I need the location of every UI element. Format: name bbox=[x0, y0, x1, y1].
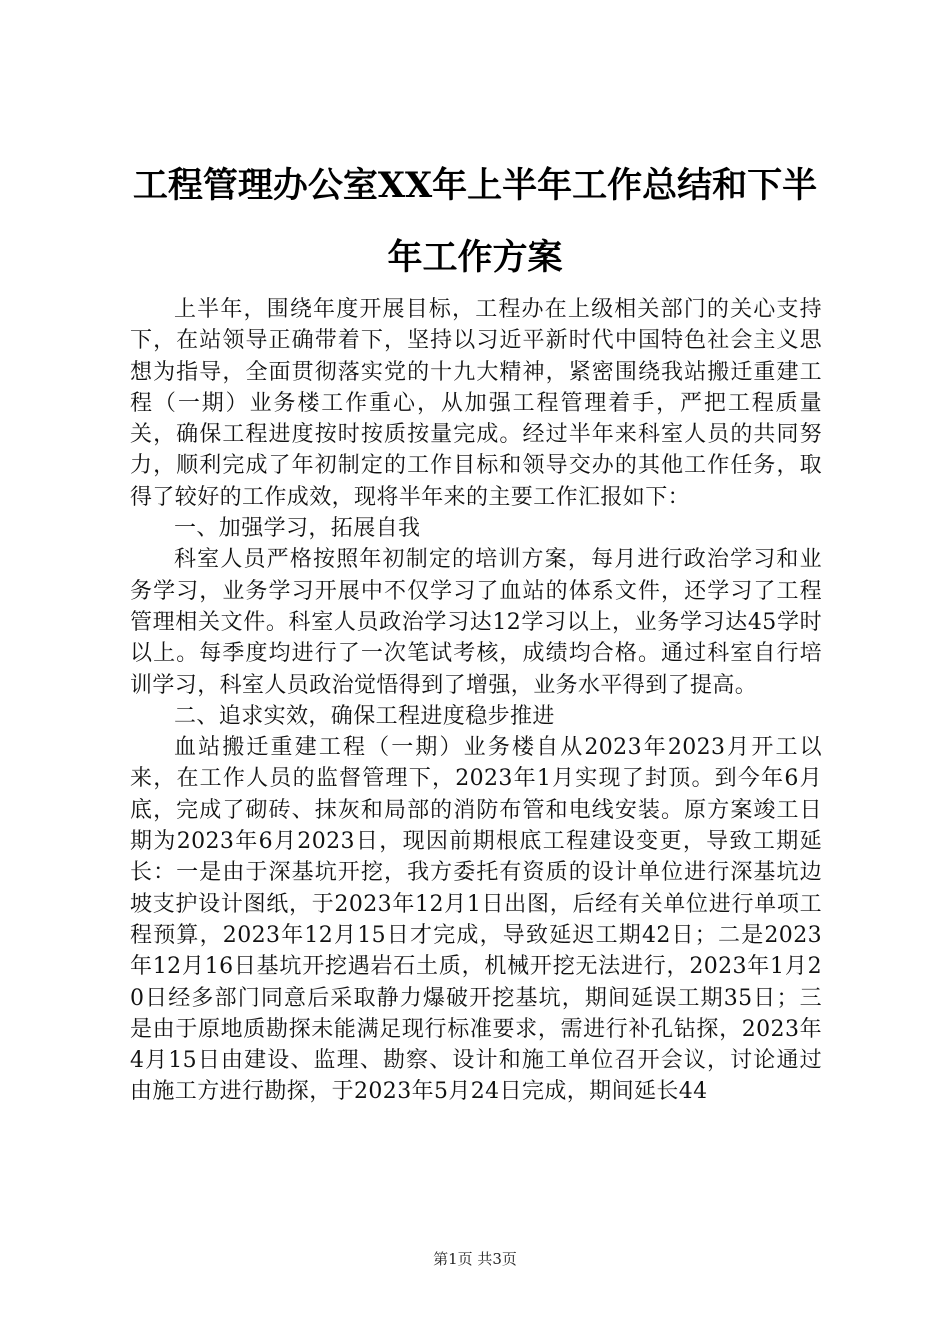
section-heading-1: 一、加强学习，拓展自我 bbox=[174, 516, 421, 542]
section-2-paragraph: 血站搬迁重建工程（一期）业务楼自从2023年2023月开工以来，在工作人员的监督管理下，2023年1月实现了封顶。到今年6月底，完成了砌砖、抹灰和局部的消防布管和电线安装。原方案竣工日期为2023年6月2023日，现因前期根底工程建设变更，导致工期延长：一是由于深基坑开挖，我方委托有资质的设计单位进行深基坑边坡支护设计图纸，于2023年12月1日出图，后经有关单位进行单项工程预算，2023年12月15日才完成，导致延迟工期42日；二是2023年12月16日基坑开挖遇岩石土质，机械开挖无法进行，2023年1月20日经多部门同意后采取静力爆破开挖基坑，期间延误工期35日；三是由于原地质勘探未能满足现行标准要求，需进行补孔钻探，2023年4月15日由建设、监理、勘察、设计和施工单位召开会议，讨论通过由施工方进行勘探，于2023年5月24日完成，期间延长44 bbox=[130, 735, 822, 1105]
section-heading-2: 二、追求实效，确保工程进度稳步推进 bbox=[174, 703, 555, 729]
section-1-paragraph: 科室人员严格按照年初制定的培训方案，每月进行政治学习和业务学习，业务学习开展中不仅学习了血站的体系文件，还学习了工程管理相关文件。科室人员政治学习达12学习以上，业务学习达45学时以上。每季度均进行了一次笔试考核，成绩均合格。通过科室自行培训学习，科室人员政治觉悟得到了增强，业务水平得到了提高。 bbox=[130, 547, 822, 698]
document-body bbox=[130, 294, 822, 1108]
intro-paragraph: 上半年，围绕年度开展目标，工程办在上级相关部门的关心支持下，在站领导正确带着下，坚持以习近平新时代中国特色社会主义思想为指导，全面贯彻落实党的十九大精神，紧密围绕我站搬迁重建工程（一期）业务楼工作重心，从加强工程管理着手，严把工程质量关，确保工程进度按时按质按量完成。经过半年来科室人员的共同努力，顺利完成了年初制定的工作目标和领导交办的其他工作任务，取得了较好的工作成效，现将半年来的主要工作汇报如下： bbox=[130, 297, 822, 510]
document-title-line-2: 年工作方案 bbox=[387, 237, 563, 278]
document-title-line-1: 工程管理办公室XX年上半年工作总结和下半 bbox=[132, 165, 818, 206]
page-footer: 第1页 共3页 bbox=[433, 1250, 517, 1268]
